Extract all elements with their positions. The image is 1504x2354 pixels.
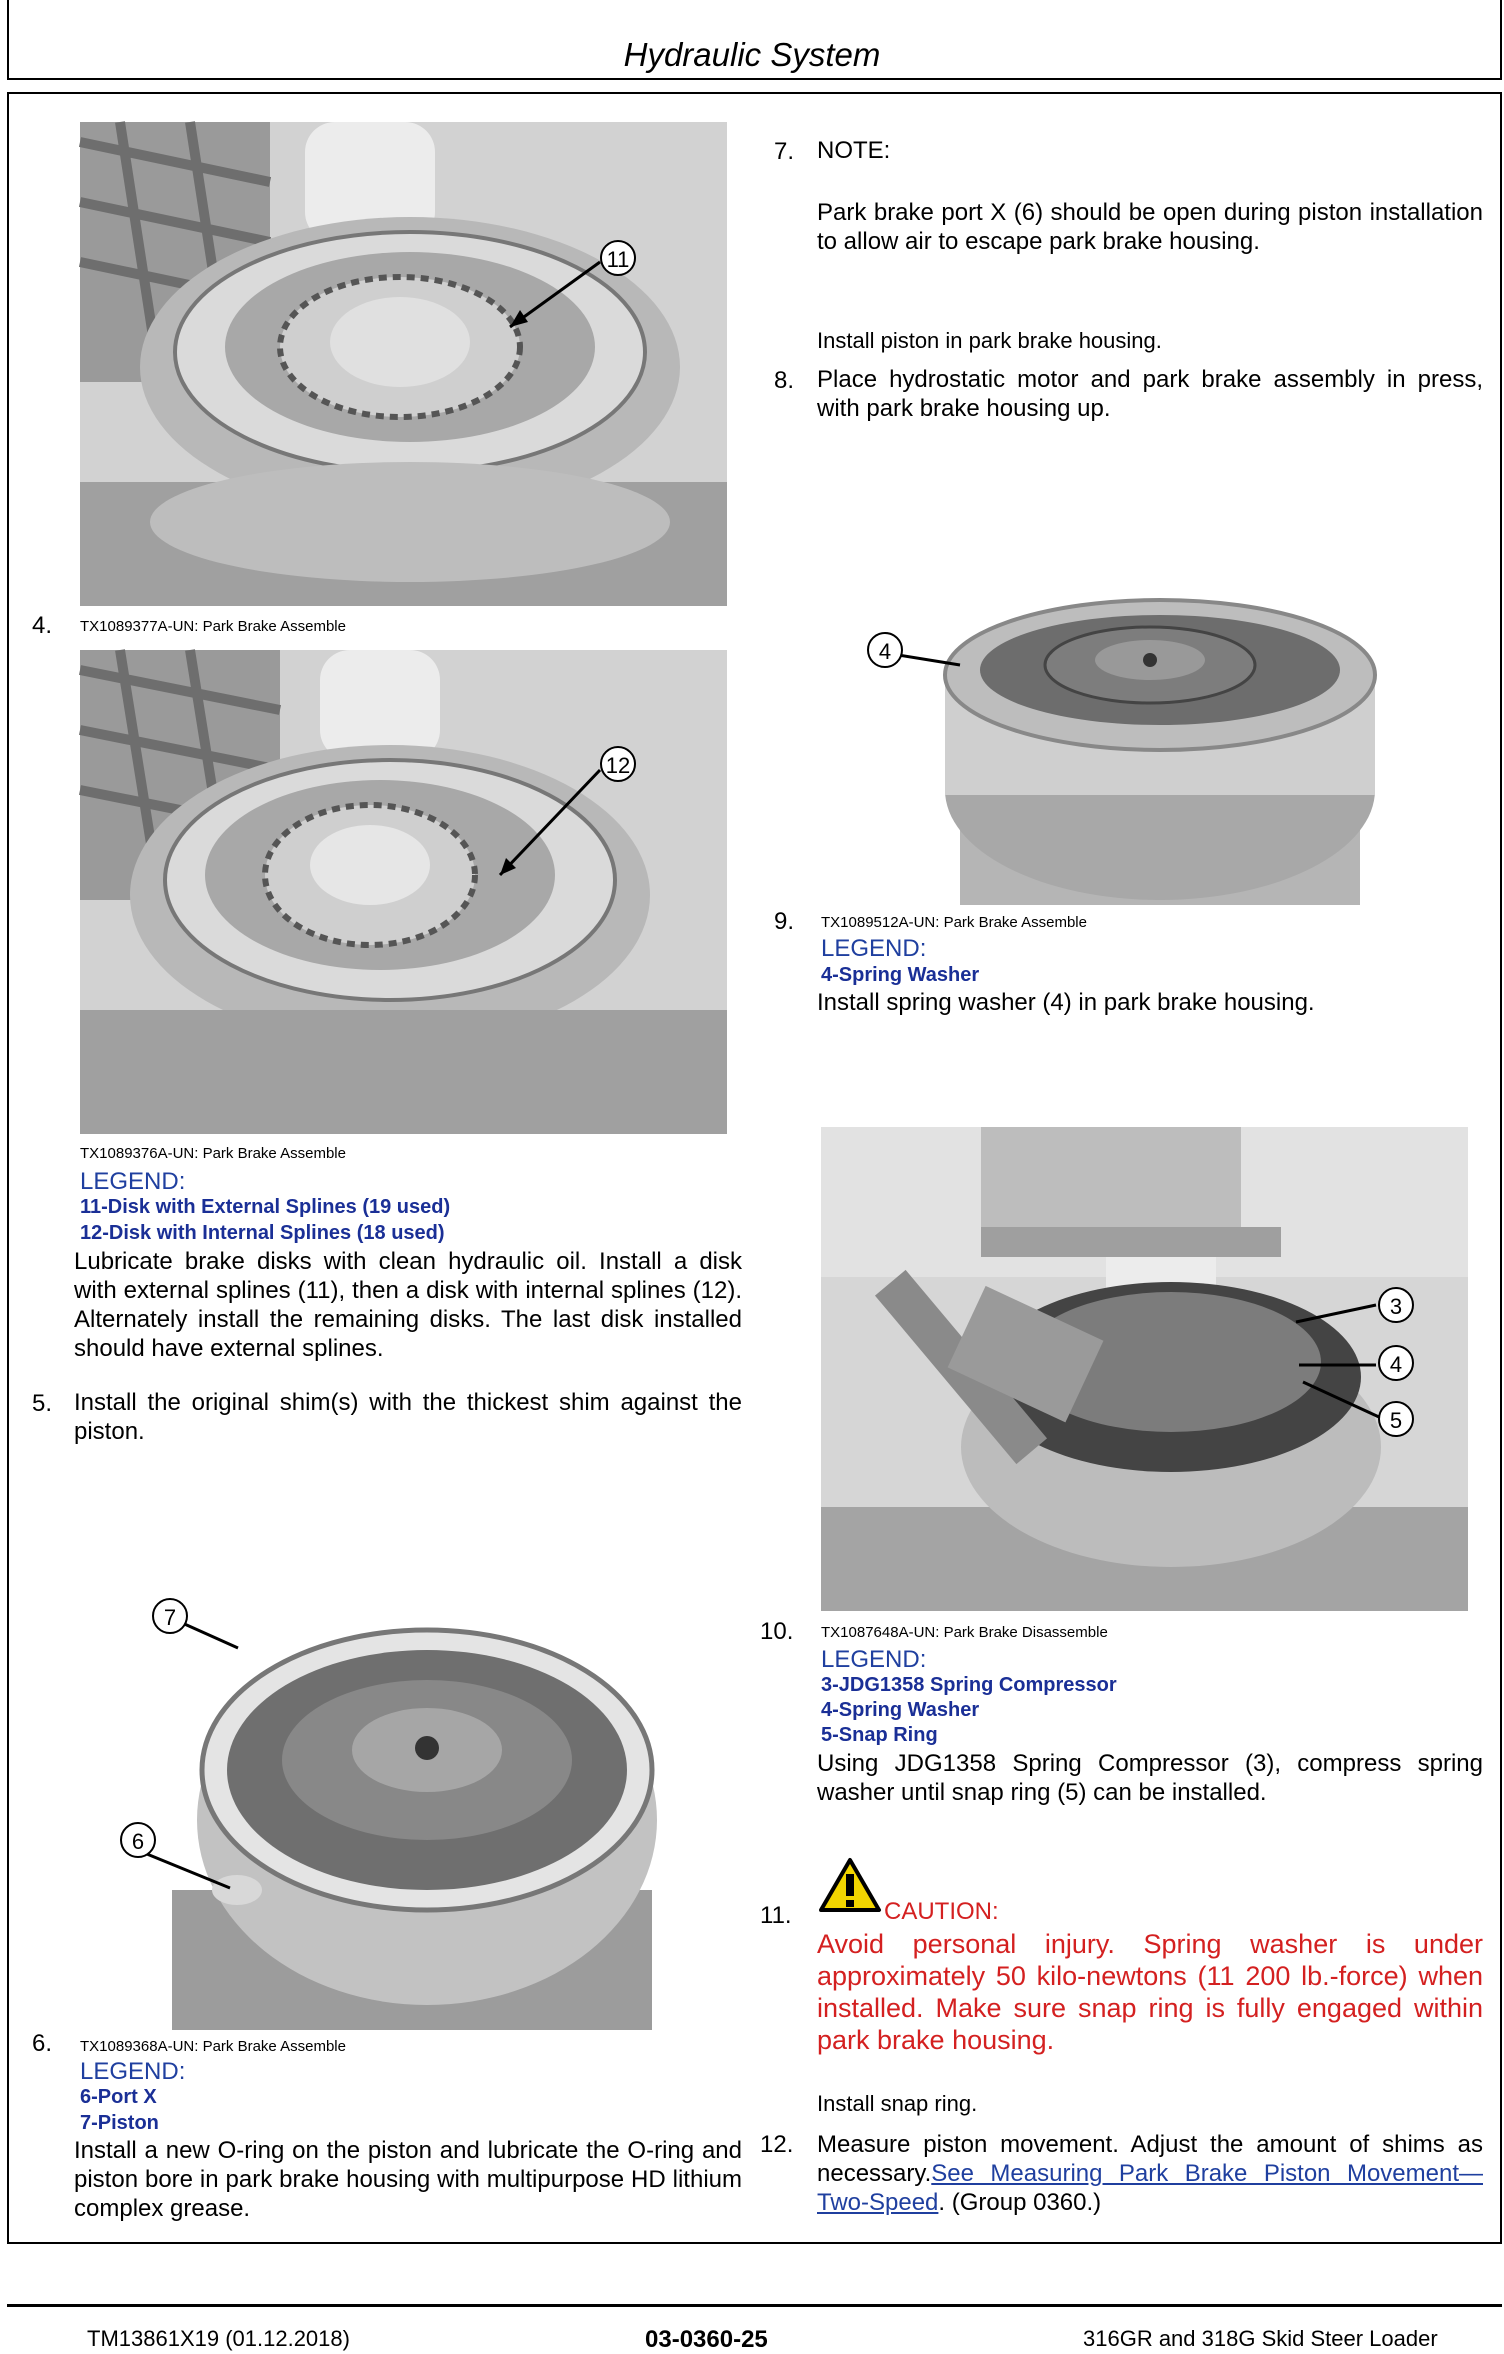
photo-illustration [80,650,727,1134]
footer-page-number: 03-0360-25 [645,2326,768,2353]
step-12-group: . (Group 0360.) [938,2189,1102,2216]
photo-piston-port-x [131,1590,662,2030]
callout-5: 5 [1378,1401,1414,1437]
callout-7: 7 [152,1598,188,1634]
photo-spring-washer [860,580,1360,905]
step-10-legend-title: LEGEND: [821,1646,927,1673]
step-12-text: Measure piston movement. Adjust the amount of shims as necessary. [817,2131,1483,2187]
legend-item-4: 4-Spring Washer [821,964,980,986]
footer-model: 316GR and 318G Skid Steer Loader [1083,2326,1438,2351]
step-10-text: Using JDG1358 Spring Compressor (3), compress spring washer until snap ring (5) can be installed. [817,1750,1483,1806]
photo-illustration [142,1590,662,2030]
step-5-text: Install the original shim(s) with the thickest shim against the piston. [74,1389,742,1445]
legend-item-11: 11-Disk with External Splines (19 used) [80,1196,451,1218]
footer-doc-id: TM13861X19 (01.12.2018) [87,2326,350,2351]
photo-spring-compressor [821,1127,1468,1611]
step-12-number: 12. [760,2131,794,2158]
step-7-text: Install piston in park brake housing. [817,328,1162,353]
step-7-number: 7. [774,138,795,165]
footer-rule [7,2304,1502,2307]
callout-12: 12 [600,746,636,782]
see-measuring-link[interactable]: See Measuring Park Brake Piston Movement—Two-Speed [817,2160,1483,2216]
step-11-text: Install snap ring. [817,2091,978,2116]
warning-icon [818,1857,882,1913]
step-9-number: 9. [774,908,795,935]
caution-label: CAUTION: [884,1898,999,1925]
legend-item-12: 12-Disk with Internal Splines (18 used) [80,1222,445,1244]
step-9-legend-title: LEGEND: [821,935,927,962]
step-11-number: 11. [760,1902,792,1929]
photo-illustration [860,580,1360,905]
step-4-text: Lubricate brake disks with clean hydraulic oil. Install a disk with external splines (11), then a disk with internal splines (12). Alternately install the remaining disks. The last disk installed should have external splines. [74,1248,742,1362]
step-6-number: 6. [32,2030,53,2057]
callout-6: 6 [120,1822,156,1858]
legend-item-7: 7-Piston [80,2112,159,2134]
callout-3: 3 [1378,1287,1414,1323]
step-8-number: 8. [774,367,795,394]
photo-park-brake-disk-11 [80,122,727,606]
image-1-caption: TX1089377A-UN: Park Brake Assemble [80,618,346,635]
step-8-text: Place hydrostatic motor and park brake assembly in press, with park brake housing up. [817,366,1483,422]
step-4-legend-title: LEGEND: [80,1168,186,1195]
step-6-text: Install a new O-ring on the piston and lubricate the O-ring and piston bore in park brake housing with multipurpose HD lithium complex grease. [74,2137,742,2222]
image-5-caption: TX1087648A-UN: Park Brake Disassemble [821,1624,1108,1641]
photo-illustration [821,1127,1468,1611]
photo-park-brake-disk-12 [80,650,727,1134]
caution-text: Avoid personal injury. Spring washer is under approximately 50 kilo-newtons (11 200 lb.-force) when installed. Make sure snap ring is fully engaged within park brake housing. [817,1929,1483,2055]
legend-item-3: 3-JDG1358 Spring Compressor [821,1674,1117,1696]
step-5-number: 5. [32,1390,53,1417]
step-6-legend-title: LEGEND: [80,2058,186,2085]
step-7-note-text: Park brake port X (6) should be open during piston installation to allow air to escape park brake housing. [817,199,1483,255]
legend-item-6: 6-Port X [80,2086,157,2108]
page-title: Hydraulic System [623,36,881,73]
step-7-note-label: NOTE: [817,137,891,164]
legend-item-5: 5-Snap Ring [821,1724,938,1746]
photo-illustration [80,122,727,606]
step-12-paragraph [817,2130,1483,2217]
step-9-text: Install spring washer (4) in park brake housing. [817,989,1315,1016]
legend-item-4-washer: 4-Spring Washer [821,1699,980,1721]
callout-4: 4 [867,632,903,668]
callout-11: 11 [600,240,636,276]
step-4-number: 4. [32,612,53,639]
image-2-caption: TX1089376A-UN: Park Brake Assemble [80,1145,346,1162]
image-3-caption: TX1089368A-UN: Park Brake Assemble [80,2038,346,2055]
step-10-number: 10. [760,1618,794,1645]
image-4-caption: TX1089512A-UN: Park Brake Assemble [821,914,1087,931]
callout-4b: 4 [1378,1345,1414,1381]
